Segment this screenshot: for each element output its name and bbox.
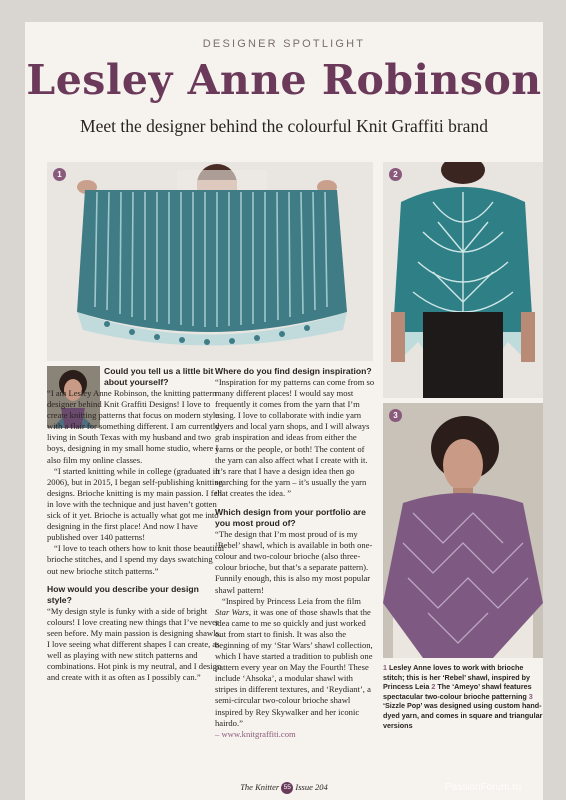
caption-number: 3 — [528, 691, 533, 701]
article-column-1 — [47, 366, 225, 683]
paragraph — [215, 596, 375, 729]
photo-sizzle-pop-shawl — [383, 403, 543, 658]
photo-ameyo-shawl — [383, 162, 543, 398]
photo-badge: 2 — [389, 168, 402, 181]
paragraph: “I love to teach others how to knit those beautiful brioche stitches, and I spend my days swatching out new brioche stitch patterns.” — [47, 543, 225, 576]
caption-number: 2 — [431, 682, 436, 692]
section-kicker: DESIGNER SPOTLIGHT — [202, 38, 366, 50]
paragraph: “My design style is funky with a side of bright colours! I love creating new things that I’ve never seen before. My main passion is designing shawls, I love seeing what different shapes I can create, as well as playing with new stitch patterns and combinations. Hot pink is my neutral, and I design and create with it as often as I possibly can.” — [47, 605, 222, 683]
caption-number: 1 — [383, 663, 387, 672]
issue-number: Issue 204 — [295, 782, 328, 792]
film-title: Star Wars — [215, 606, 249, 617]
photo-rebel-shawl — [47, 162, 373, 361]
caption-text: Lesley Anne loves to work with brioche stitch; this is her ‘Rebel’ shawl, inspired by Princess Leia — [383, 663, 530, 692]
text-run: “Inspired by Princess Leia from the film — [222, 595, 361, 606]
paragraph: “Inspiration for my patterns can come from so many different places! I would say most frequently it comes from the yarn that I’m using. I love to collaborate with indie yarn dyers and local yarn shops, and I will always grab inspiration and ideas from either the yarns or the people, or both! The content of the yarn can also affect what I create with it. It’s rare that I have a design idea then go searching for the yarn – it’s usually the yarn that creates the idea. ” — [215, 377, 375, 498]
question-heading: Could you tell us a little bit about yourself? — [104, 366, 214, 387]
caption-text: The ‘Ameyo’ shawl features spectacular two-colour brioche patterning — [383, 682, 532, 701]
article-column-2 — [215, 366, 375, 740]
paragraph: “The design that I’m most proud of is my ‘Rebel’ shawl, which is available in both one-colour and two-colour brioche (also three-colour brioche, but that’s a separate pattern). Funnily enough, this is also my most popular shawl pattern! — [215, 529, 373, 595]
article-subtitle: Meet the designer behind the colourful Knit Graffiti brand — [80, 116, 488, 136]
caption-text: ‘Sizzle Pop’ was designed using custom hand-dyed yarn, and comes in square and triangular versions — [383, 701, 543, 730]
text-run: , it was one of those shawls that the idea came to me so quickly and just worked out from start to finish. It was also the beginning of my ‘Star Wars’ shawl collection, which I have started a tradition to publish one pattern every year on May the Fourth! These include ‘Ahsoka’, a modular shawl with stripes in different textures, and ‘Reydiant’, a semi-circular two-colour brioche shawl inspired by Rey Skywalker and her iconic hairdo.” — [215, 606, 373, 728]
photo-caption — [383, 663, 543, 730]
question-heading: How would you describe your design style? — [47, 583, 199, 605]
photo-badge: 3 — [389, 409, 402, 422]
photo-badge: 1 — [53, 168, 66, 181]
page-number: 55 — [281, 782, 293, 794]
website-link[interactable]: – www.knitgraffiti.com — [215, 728, 296, 739]
question-heading: Where do you find design inspiration? — [215, 366, 372, 376]
question-heading: Which design from your portfolio are you most proud of? — [215, 507, 366, 529]
watermark: PassionForum.ru — [445, 782, 522, 793]
paragraph: “I am Lesley Anne Robinson, the knitting pattern designer behind Knit Graffiti Designs! I love to create knitting patterns that focus on modern style with a flair for something different. I am currently living in South Texas with my husband and two boys, designing in my small home studio, where I also film my online classes. — [47, 388, 220, 465]
magazine-name: The Knitter — [240, 782, 280, 792]
magazine-page — [25, 22, 543, 800]
paragraph: “I started knitting while in college (graduated in 2006), but in 2015, I began self-publishing knitting designs. Brioche knitting is my main passion. I fell in love with the technique and just haven’t gotten sick of it yet. Brioche is actually what got me into designing in the first place! And now I have published over 140 patterns! — [47, 465, 223, 543]
article-title: Lesley Anne Robinson — [26, 56, 542, 104]
